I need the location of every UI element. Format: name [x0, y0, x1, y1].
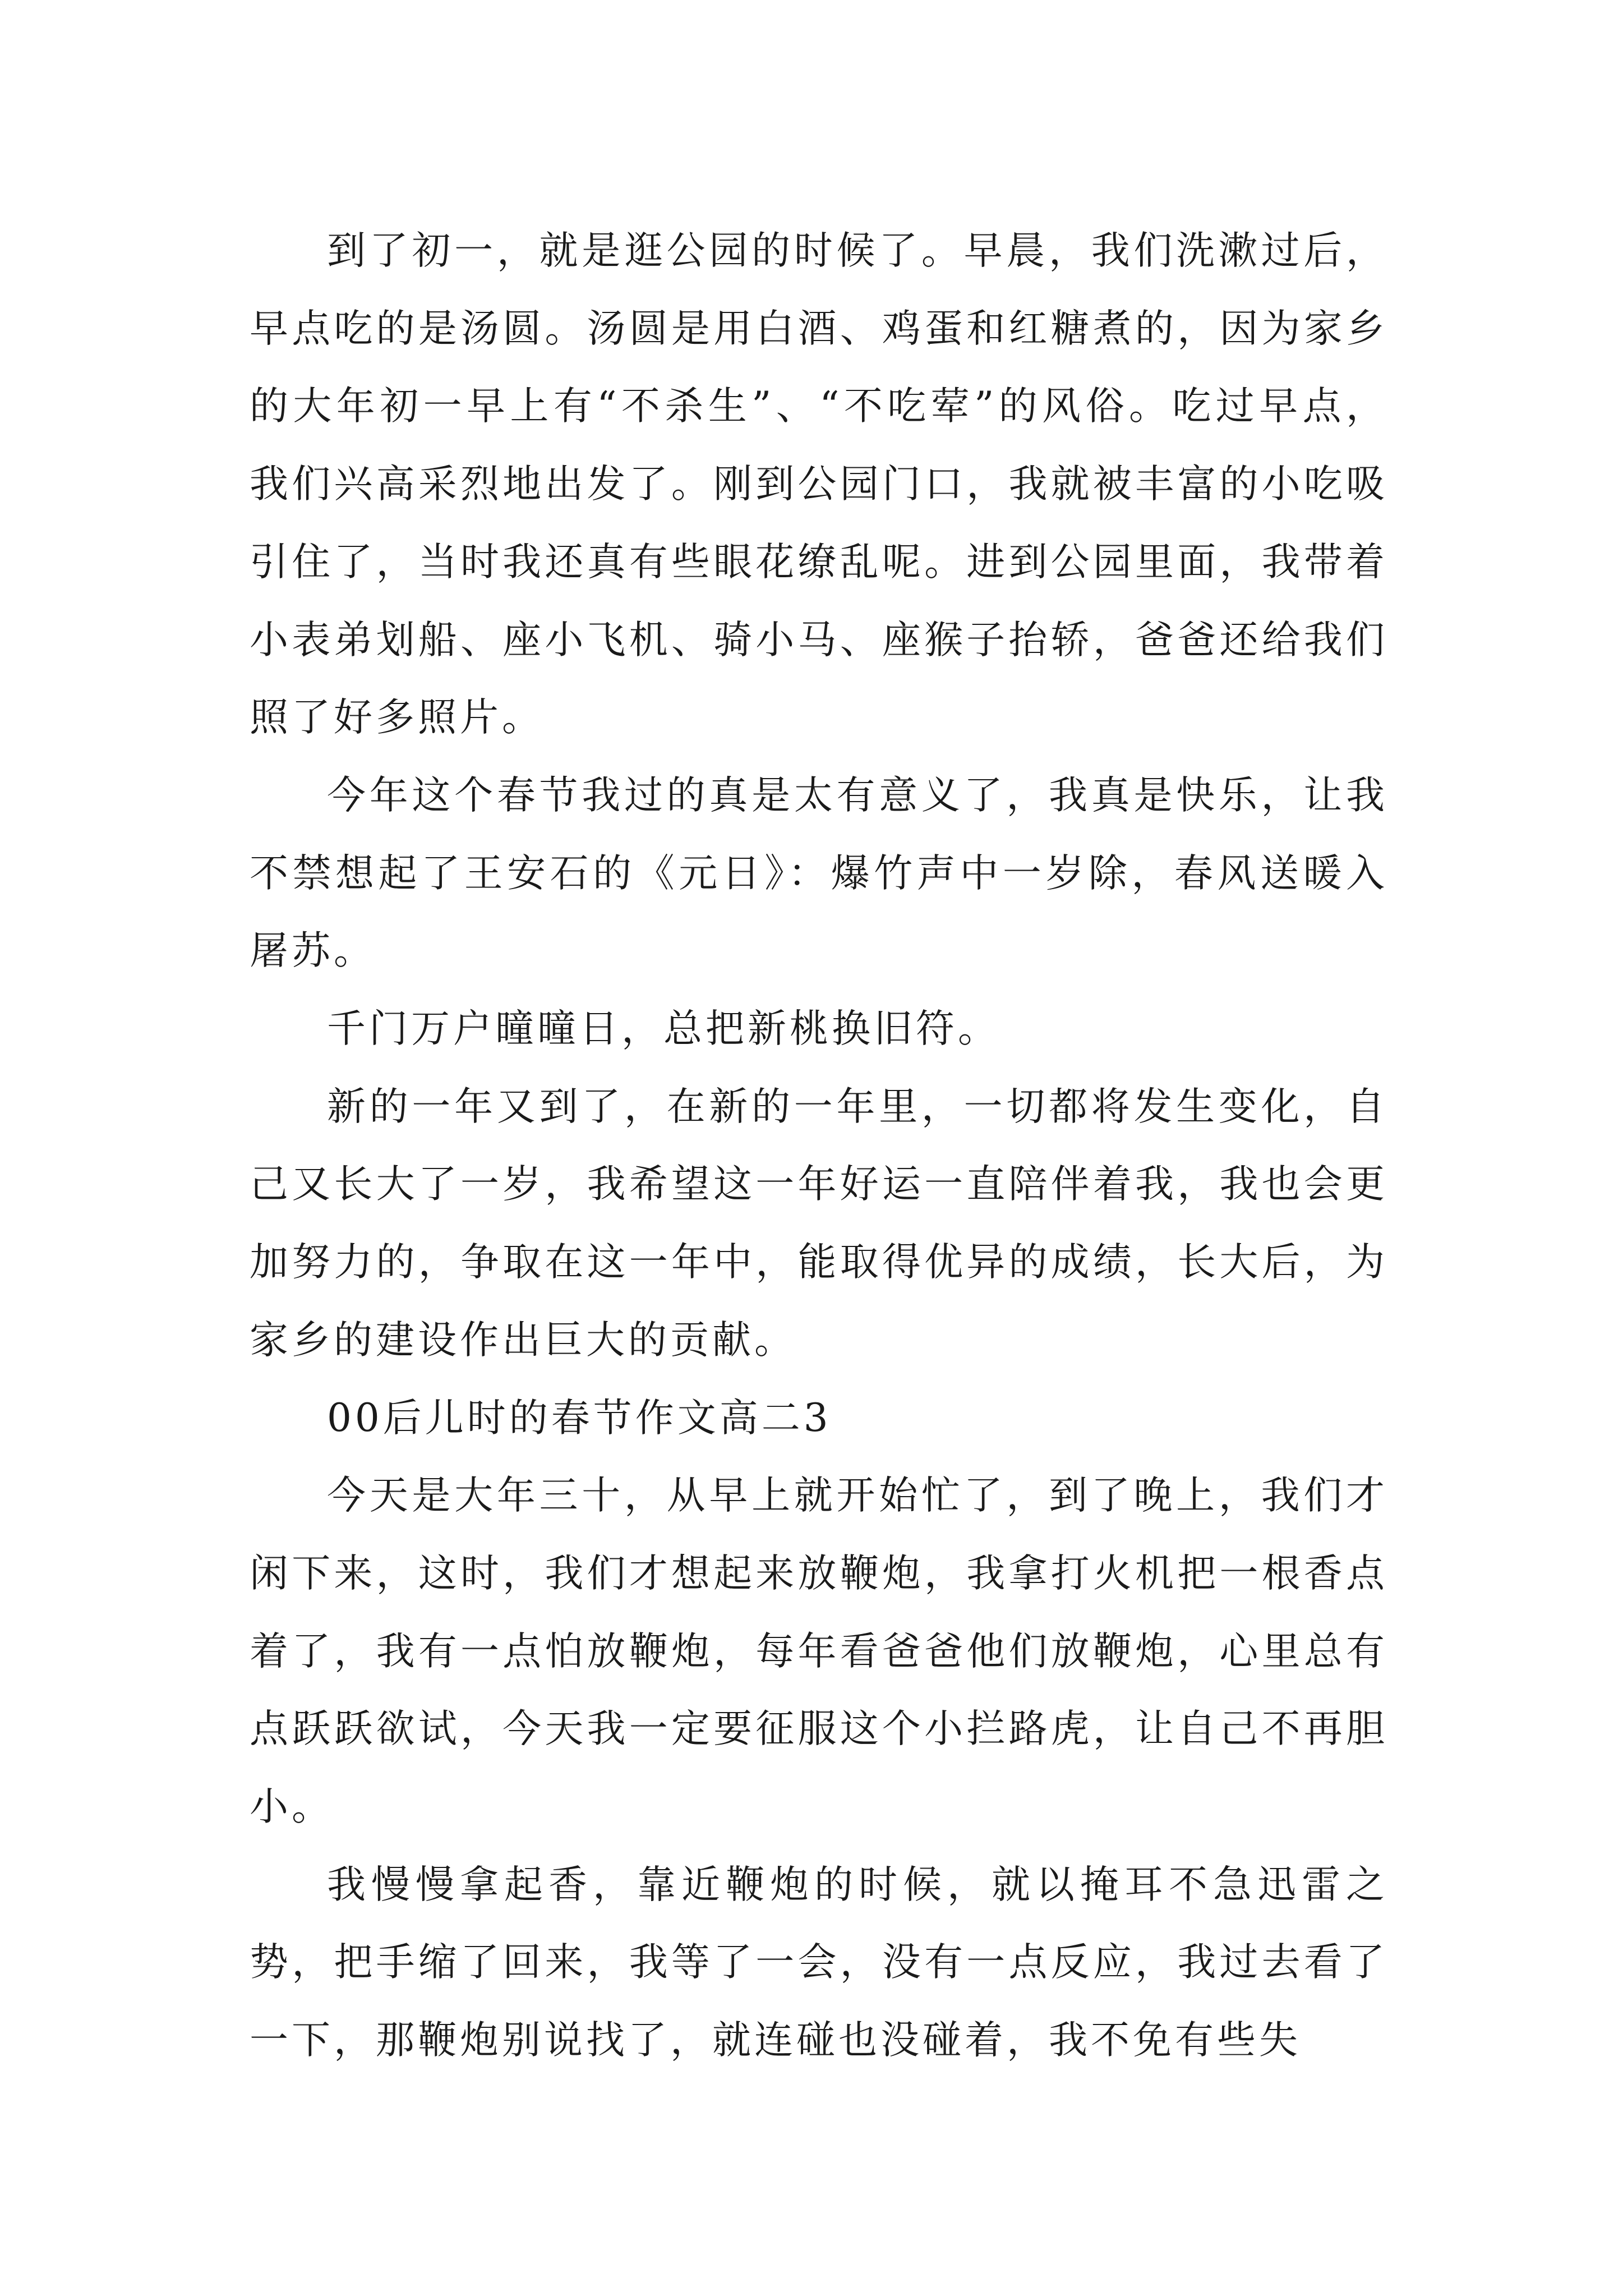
- paragraph-meaningful-festival: 今年这个春节我过的真是太有意义了，我真是快乐，让我不禁想起了王安石的《元日》：爆竹声中一岁除，春风送暖入屠苏。: [250, 772, 1388, 974]
- paragraph-lighting-firecrackers: 我慢慢拿起香，靠近鞭炮的时候，就以掩耳不急迅雷之势，把手缩了回来，我等了一会，没有一点反应，我过去看了一下，那鞭炮别说找了，就连碰也没碰着，我不免有些失: [250, 1862, 1388, 2063]
- paragraph-new-years-eve: 今天是大年三十，从早上就开始忙了，到了晚上，我们才闲下来，这时，我们才想起来放鞭炮，我拿打火机把一根香点着了，我有一点怕放鞭炮，每年看爸爸他们放鞭炮，心里总有点跃跃欲试，今天我一定要征服这个小拦路虎，让自己不再胆小。: [250, 1473, 1388, 1830]
- paragraph-poem-line: 千门万户曈曈日，总把新桃换旧符。: [327, 1006, 1000, 1052]
- paragraph-new-year-day-park: 到了初一，就是逛公园的时候了。早晨，我们洗漱过后，早点吃的是汤圆。汤圆是用白酒、鸡蛋和红糖煮的，因为家乡的大年初一早上有“不杀生”、“不吃荤”的风俗。吃过早点，我们兴高采烈地出发了。刚到公园门口，我就被丰富的小吃吸引住了，当时我还真有些眼花缭乱呢。进到公园里面，我带着小表弟划船、座小飞机、骑小马、座猴子抬轿，爸爸还给我们照了好多照片。: [250, 228, 1388, 740]
- essay-heading: 00后儿时的春节作文高二3: [327, 1395, 832, 1441]
- paragraph-new-year-wishes: 新的一年又到了，在新的一年里，一切都将发生变化，自己又长大了一岁，我希望这一年好运一直陪伴着我，我也会更加努力的，争取在这一年中，能取得优异的成绩，长大后，为家乡的建设作出巨大的贡献。: [250, 1084, 1388, 1363]
- document-body: [250, 212, 1388, 2079]
